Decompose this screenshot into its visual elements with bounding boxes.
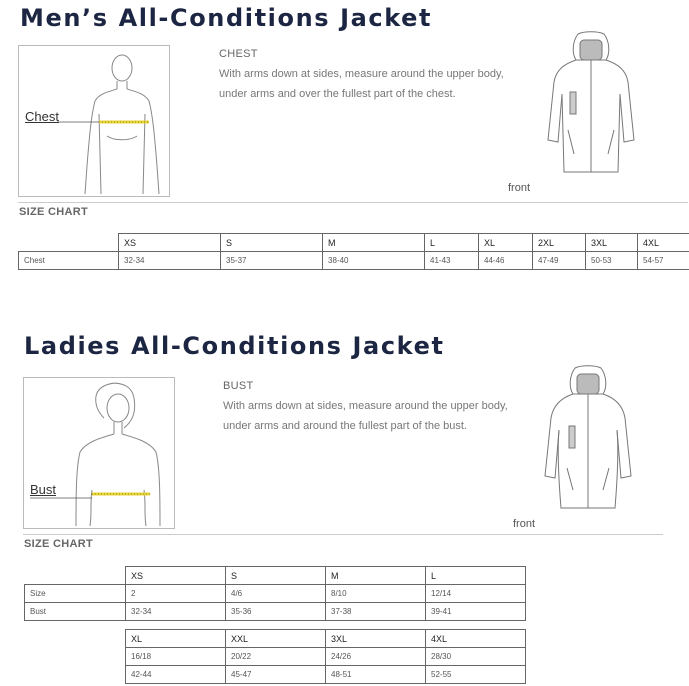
table-cell: 50-53: [586, 252, 638, 270]
table-cell: 8/10: [326, 585, 426, 603]
ladies-size-table-1: [24, 566, 526, 621]
men-front-label: front: [508, 182, 531, 194]
men-heading: CHEST: [219, 48, 258, 60]
ladies-front-label: front: [513, 518, 536, 530]
table-row: [19, 252, 689, 270]
table-corner: [25, 567, 126, 585]
table-cell: 41-43: [425, 252, 479, 270]
ladies-body-figure: [23, 377, 175, 529]
size-header: 4XL: [638, 234, 689, 252]
row-label: Size: [25, 585, 126, 603]
size-header: L: [426, 567, 526, 585]
men-description: [219, 64, 504, 104]
ladies-description-line2: under arms and around the fullest part of the bust.: [223, 420, 467, 432]
table-corner: [19, 234, 119, 252]
table-cell: 39-41: [426, 603, 526, 621]
table-row: [126, 666, 526, 684]
table-cell: 52-55: [426, 666, 526, 684]
size-header: 3XL: [586, 234, 638, 252]
table-row: [25, 585, 526, 603]
ladies-table-header-row: [25, 567, 526, 585]
row-label: Chest: [19, 252, 119, 270]
table-cell: 28/30: [426, 648, 526, 666]
table-cell: 44-46: [479, 252, 533, 270]
size-header: XS: [119, 234, 221, 252]
men-title: Men’s All-Conditions Jacket: [20, 4, 433, 32]
table-cell: 35-36: [226, 603, 326, 621]
ladies-description-line1: With arms down at sides, measure around the upper body,: [223, 400, 508, 412]
table-cell: 32-34: [126, 603, 226, 621]
ladies-table2-header-row: [126, 630, 526, 648]
table-cell: 20/22: [226, 648, 326, 666]
size-header: XL: [126, 630, 226, 648]
size-header: XL: [479, 234, 533, 252]
jacket-front-icon: [546, 30, 636, 180]
chest-label: Chest: [25, 109, 59, 124]
row-label: Bust: [25, 603, 126, 621]
table-row: [126, 648, 526, 666]
men-jacket-image: [546, 30, 636, 180]
table-cell: 35-37: [221, 252, 323, 270]
size-header: S: [226, 567, 326, 585]
ladies-jacket-image: [543, 364, 633, 514]
table-cell: 16/18: [126, 648, 226, 666]
table-cell: 4/6: [226, 585, 326, 603]
men-description-line1: With arms down at sides, measure around the upper body,: [219, 68, 504, 80]
size-header: L: [425, 234, 479, 252]
jacket-front-icon: [543, 364, 633, 514]
table-cell: 32-34: [119, 252, 221, 270]
table-row: [25, 603, 526, 621]
bust-label: Bust: [30, 482, 57, 497]
size-header: 4XL: [426, 630, 526, 648]
ladies-title: Ladies All-Conditions Jacket: [24, 332, 445, 360]
ladies-divider: [23, 534, 663, 535]
table-cell: 42-44: [126, 666, 226, 684]
female-silhouette-icon: [24, 378, 174, 528]
ladies-size-chart-label: SIZE CHART: [24, 538, 93, 550]
men-size-chart-label: SIZE CHART: [19, 206, 88, 218]
table-cell: 47-49: [533, 252, 586, 270]
table-cell: 12/14: [426, 585, 526, 603]
table-cell: 54-57: [638, 252, 689, 270]
table-cell: 38-40: [323, 252, 425, 270]
size-header: S: [221, 234, 323, 252]
men-description-line2: under arms and over the fullest part of the chest.: [219, 88, 456, 100]
table-cell: 37-38: [326, 603, 426, 621]
ladies-size-table-2: [125, 629, 526, 684]
size-header: M: [323, 234, 425, 252]
table-cell: 2: [126, 585, 226, 603]
table-cell: 45-47: [226, 666, 326, 684]
ladies-heading: BUST: [223, 380, 254, 392]
table-cell: 48-51: [326, 666, 426, 684]
ladies-description: [223, 396, 508, 436]
men-size-table: [18, 233, 689, 270]
size-header: 2XL: [533, 234, 586, 252]
men-table-header-row: [19, 234, 689, 252]
size-header: XS: [126, 567, 226, 585]
size-header: M: [326, 567, 426, 585]
size-header: 3XL: [326, 630, 426, 648]
men-divider: [18, 202, 688, 203]
table-cell: 24/26: [326, 648, 426, 666]
size-header: XXL: [226, 630, 326, 648]
